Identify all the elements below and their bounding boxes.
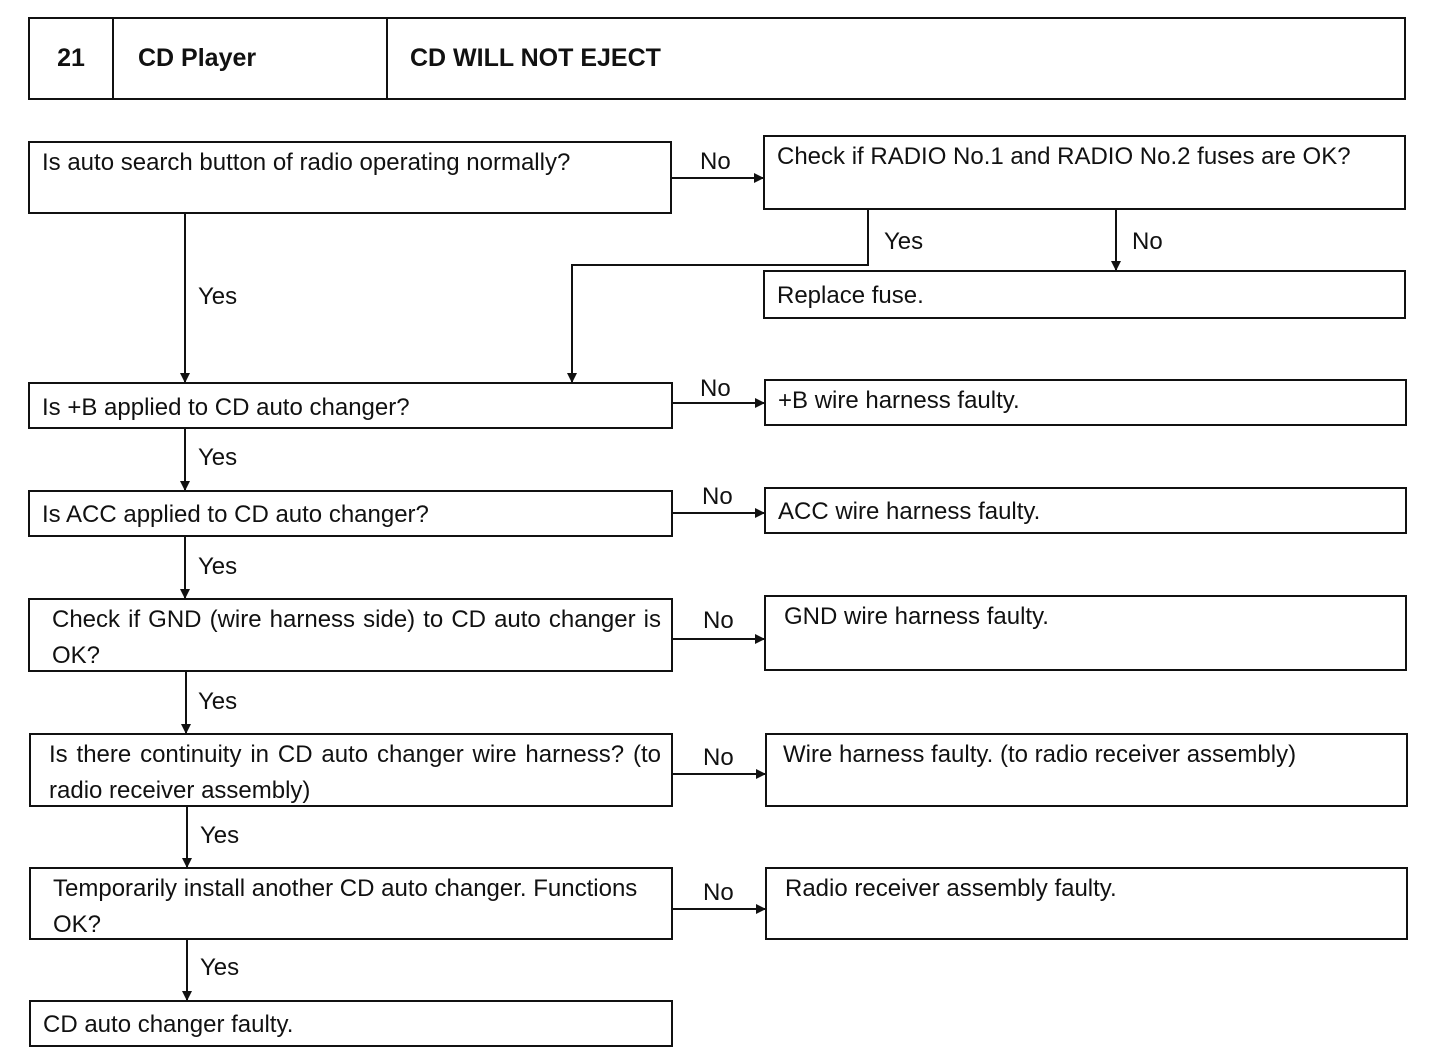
result-gnd-harness-text: GND wire harness faulty. (784, 603, 1049, 630)
label-no: No (703, 879, 734, 906)
label-no: No (703, 607, 734, 634)
question-plus-b-text: Is +B applied to CD auto changer? (42, 394, 410, 421)
question-gnd-text: Check if GND (wire harness side) to CD auto changer is OK? (52, 606, 661, 669)
result-radio-receiver-text: Radio receiver assembly faulty. (785, 875, 1117, 902)
label-no: No (700, 375, 731, 402)
question-auto-search (28, 141, 672, 214)
result-cd-changer-text: CD auto changer faulty. (43, 1011, 294, 1038)
question-temp-install-text: Temporarily install another CD auto changer. Functions OK? (53, 875, 638, 938)
question-continuity (29, 733, 673, 807)
label-yes: Yes (198, 688, 238, 715)
label-yes: Yes (198, 283, 238, 310)
label-no: No (703, 744, 734, 771)
procedure-title: CD WILL NOT EJECT (410, 44, 661, 72)
result-radio-receiver (765, 867, 1408, 940)
label-yes: Yes (884, 228, 924, 255)
question-auto-search-text: Is auto search button of radio operating normally? (42, 149, 571, 176)
result-plus-b-harness-text: +B wire harness faulty. (778, 387, 1020, 414)
label-no: No (702, 483, 733, 510)
question-continuity-text: Is there continuity in CD auto changer wire harness? (to radio receiver assembly) (49, 741, 661, 804)
section-name: CD Player (114, 19, 388, 98)
result-wire-harness-text: Wire harness faulty. (to radio receiver assembly) (783, 741, 1297, 768)
label-no: No (1132, 228, 1163, 255)
question-fuses (763, 135, 1406, 210)
question-acc (28, 490, 673, 537)
procedure-number: 21 (30, 19, 114, 98)
question-temp-install (29, 867, 673, 940)
label-yes: Yes (200, 954, 240, 981)
question-plus-b (28, 382, 673, 429)
question-gnd (28, 598, 673, 672)
label-no: No (700, 148, 731, 175)
label-yes: Yes (200, 822, 240, 849)
result-cd-changer (29, 1000, 673, 1047)
result-gnd-harness (764, 595, 1407, 671)
action-replace-fuse-text: Replace fuse. (777, 282, 924, 309)
label-yes: Yes (198, 553, 238, 580)
result-plus-b-harness (764, 379, 1407, 426)
label-yes: Yes (198, 444, 238, 471)
result-acc-harness (764, 487, 1407, 534)
result-wire-harness (765, 733, 1408, 807)
question-fuses-text: Check if RADIO No.1 and RADIO No.2 fuses are OK? (777, 143, 1351, 170)
result-acc-harness-text: ACC wire harness faulty. (778, 498, 1041, 525)
question-acc-text: Is ACC applied to CD auto changer? (42, 501, 429, 528)
action-replace-fuse (763, 270, 1406, 319)
